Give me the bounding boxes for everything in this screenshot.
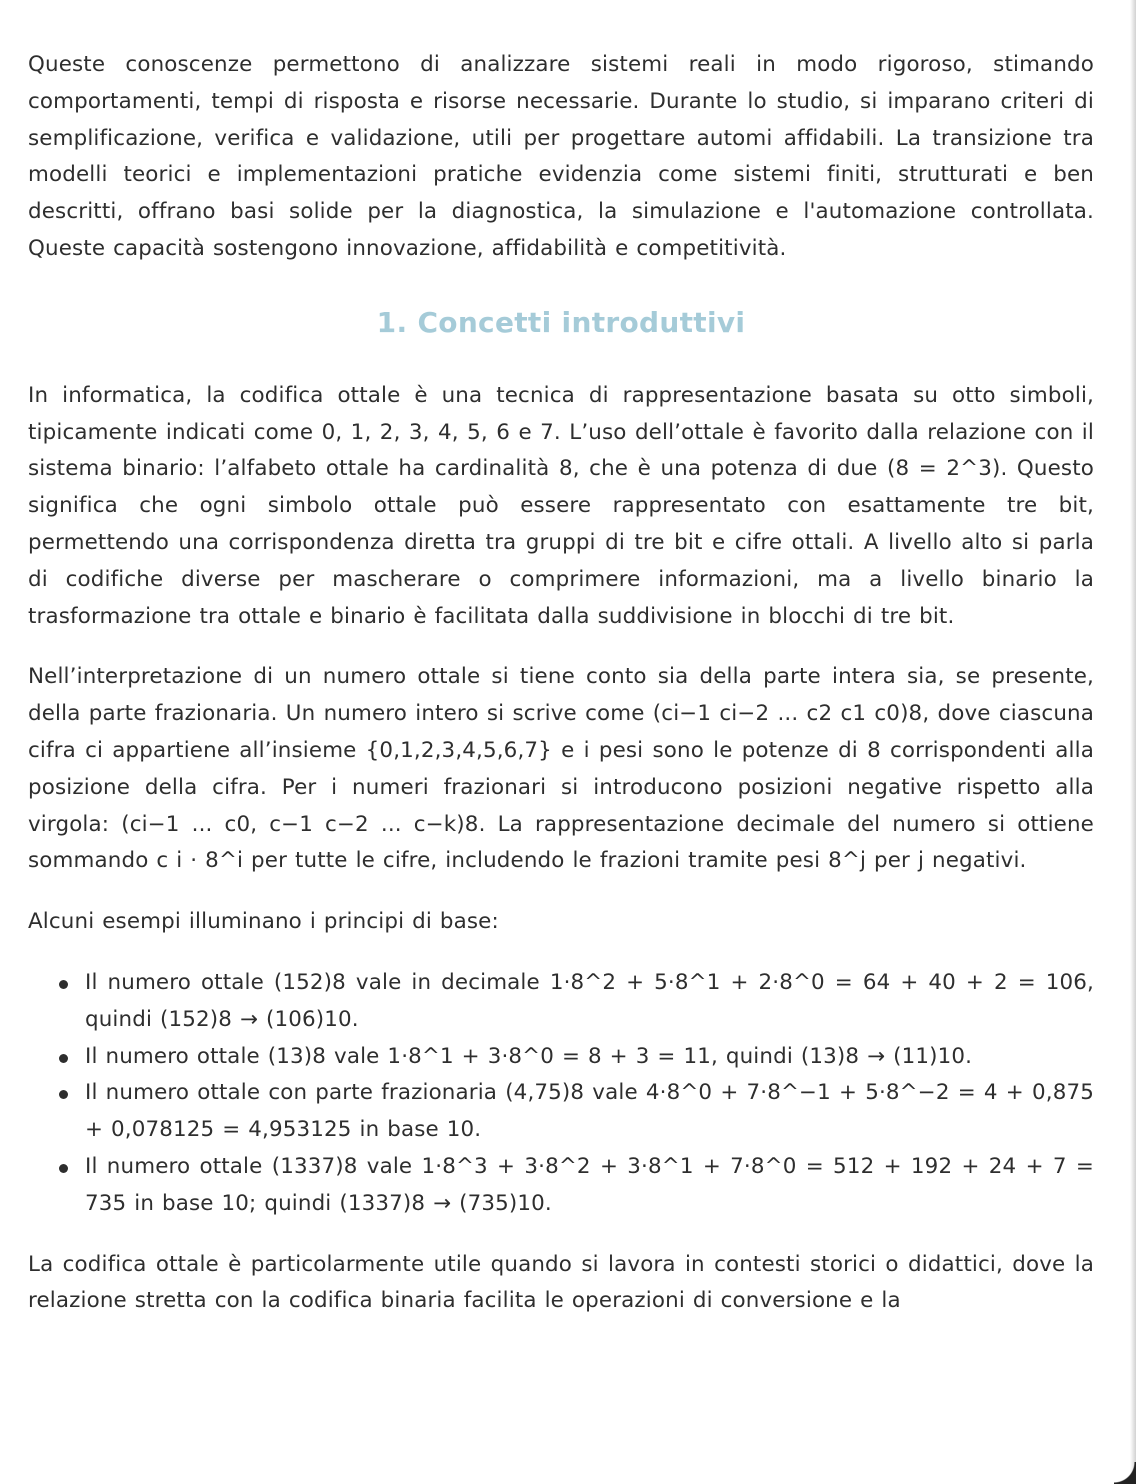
intro-paragraph: Queste conoscenze permettono di analizzare sistemi reali in modo rigoroso, stimando comportamenti, tempi di risposta e risorse necessarie. Durante lo studio, si imparano criteri di semplificazione, verifica e validazione, utili per progettare automi affidabili. La transizione tra modelli teorici e implementazioni pratiche evidenzia come sistemi finiti, strutturati e ben descritti, offrano basi solide per la diagnostica, la simulazione e l'automazione controllata. Queste capacità sostengono innovazione, affidabilità e competitività. xyxy=(28,52,1094,261)
list-item-text: Il numero ottale (13)8 vale 1·8^1 + 3·8^0 = 8 + 3 = 11, quindi (13)8 → (11)10. xyxy=(85,1043,973,1069)
list-item xyxy=(28,1149,1094,1223)
list-item-text: Il numero ottale (152)8 vale in decimale 1·8^2 + 5·8^1 + 2·8^0 = 64 + 40 + 2 = 106, quindi (152)8 → (106)10. xyxy=(85,969,1094,1032)
bullet-icon xyxy=(59,1090,68,1099)
paragraph-examples-intro: Alcuni esempi illuminano i principi di base: xyxy=(28,909,499,935)
bullet-icon xyxy=(59,980,68,989)
list-item xyxy=(28,965,1094,1039)
document-page xyxy=(28,47,1094,1344)
list-item-text: Il numero ottale con parte frazionaria (4,75)8 vale 4·8^0 + 7·8^−1 + 5·8^−2 = 4 + 0,875 + 0,078125 = 4,953125 in base 10. xyxy=(85,1080,1094,1143)
examples-list xyxy=(28,965,1094,1223)
list-item xyxy=(28,1039,1094,1076)
list-item-text: Il numero ottale (1337)8 vale 1·8^3 + 3·8^2 + 3·8^1 + 7·8^0 = 512 + 192 + 24 + 7 = 735 in base 10; quindi (1337)8 → (735)10. xyxy=(85,1153,1094,1216)
bullet-icon xyxy=(59,1164,68,1173)
page-edge-shadow xyxy=(1130,0,1136,1484)
bullet-icon xyxy=(59,1054,68,1063)
paragraph-octal-usefulness: La codifica ottale è particolarmente utile quando si lavora in contesti storici o didattici, dove la relazione stretta con la codifica binaria facilita le operazioni di conversione e la xyxy=(28,1251,1094,1314)
section-heading: 1. Concetti introduttivi xyxy=(376,305,746,339)
paragraph-octal-definition: In informatica, la codifica ottale è una tecnica di rappresentazione basata su otto simboli, tipicamente indicati come 0, 1, 2, 3, 4, 5, 6 e 7. L’uso dell’ottale è favorito dalla relazione con il sistema binario: l’alfabeto ottale ha cardinalità 8, che è una potenza di due (8 = 2^3). Questo significa che ogni simbolo ottale può essere rappresentato con esattamente tre bit, permettendo una corrispondenza diretta tra gruppi di tre bit e cifre ottali. A livello alto si parla di codifiche diverse per mascherare o comprimere informazioni, ma a livello binario la trasformazione tra ottale e binario è facilitata dalla suddivisione in blocchi di tre bit. xyxy=(28,382,1094,629)
list-item xyxy=(28,1075,1094,1149)
paragraph-octal-interpretation: Nell’interpretazione di un numero ottale si tiene conto sia della parte intera sia, se presente, della parte frazionaria. Un numero intero si scrive come (ci−1 ci−2 ... c2 c1 c0)8, dove ciascuna cifra ci appartiene all’insieme {0,1,2,3,4,5,6,7} e i pesi sono le potenze di 8 corrispondenti alla posizione della cifra. Per i numeri frazionari si introducono posizioni negative rispetto alla virgola: (ci−1 ... c0, c−1 c−2 ... c−k)8. La rappresentazione decimale del numero si ottiene sommando c i · 8^i per tutte le cifre, includendo le frazioni tramite pesi 8^j per j negativi. xyxy=(28,664,1094,874)
window-corner xyxy=(1114,1462,1136,1484)
